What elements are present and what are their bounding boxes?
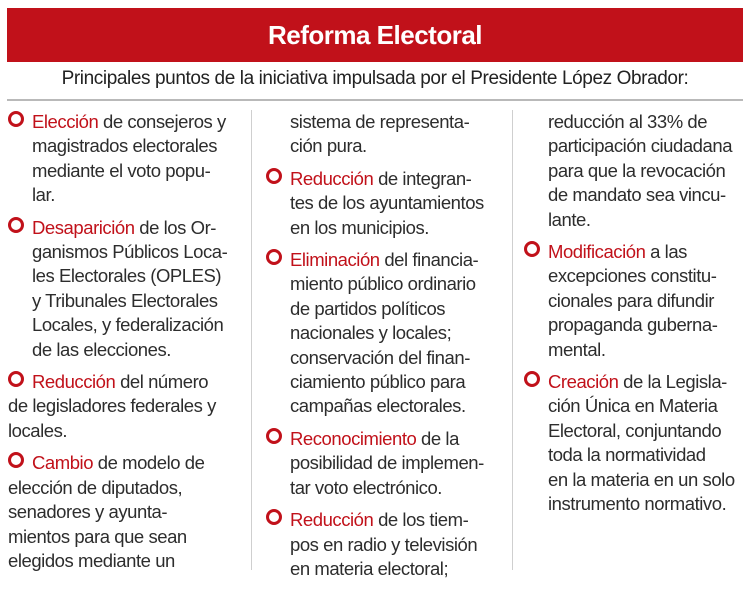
text-line: mientos para que sean: [8, 525, 187, 547]
list-item: [524, 370, 748, 516]
item-keyword: Creación: [548, 371, 619, 393]
bullet-icon: [266, 249, 282, 265]
text-line: Electoral, conjuntando: [548, 419, 722, 441]
item-text: de integran-: [373, 167, 472, 189]
text-line: mediante el voto popu-: [32, 159, 211, 181]
item-keyword: Reducción: [290, 509, 374, 531]
list-item: [266, 167, 502, 240]
text-line: participación ciudadana: [548, 135, 733, 157]
text-line: de las elecciones.: [32, 338, 171, 360]
text-line: instrumento normativo.: [548, 493, 727, 515]
page-subtitle: Principales puntos de la iniciativa impulsada por el Presidente López Obrador:: [61, 68, 689, 89]
item-text: del número: [115, 371, 209, 393]
text-line: les Electorales (OPLES): [32, 265, 222, 287]
text-line: elegidos mediante un: [8, 549, 175, 571]
item-first-line: [266, 248, 502, 272]
text-line: ganismos Públicos Loca-: [32, 241, 228, 263]
text-line: en los municipios.: [290, 216, 429, 238]
page-title: Reforma Electoral: [267, 19, 483, 50]
list-item: [266, 427, 502, 500]
text-line: tar voto electrónico.: [290, 476, 442, 498]
text-line: miento público ordinario: [290, 273, 476, 295]
column-3: [524, 110, 748, 525]
text-line: campañas electorales.: [290, 395, 466, 417]
text-line: cionales para difundir: [548, 289, 714, 311]
list-item: [8, 451, 243, 573]
text-line: pos en radio y televisión: [290, 533, 478, 555]
bullet-icon: [8, 111, 24, 127]
bullet-icon: [8, 371, 24, 387]
item-first-line: [266, 427, 502, 451]
bullet-icon: [266, 428, 282, 444]
text-line: lante.: [548, 208, 591, 230]
text-line: ciamiento público para: [290, 371, 466, 393]
text-line: mental.: [548, 338, 606, 360]
text-line: excepciones constitu-: [548, 265, 717, 287]
list-item: [266, 248, 502, 419]
item-text: a las: [645, 241, 687, 263]
item-text: de la: [416, 427, 459, 449]
text-line: locales.: [8, 419, 68, 441]
item-keyword: Reconocimiento: [290, 427, 417, 449]
item-first-line: [266, 167, 502, 191]
continued-text: [524, 110, 748, 232]
list-item: [524, 240, 748, 362]
item-first-line: [8, 110, 243, 134]
text-line: toda la normatividad: [548, 444, 706, 466]
text-line: propaganda guberna-: [548, 314, 718, 336]
item-keyword: Cambio: [32, 452, 94, 474]
item-text: de consejeros y: [98, 111, 226, 132]
item-first-line: [524, 240, 748, 264]
text-line: lar.: [32, 184, 55, 206]
column-divider: [512, 110, 513, 570]
text-line: y Tribunales Electorales: [32, 289, 218, 311]
item-keyword: Desaparición: [32, 216, 135, 238]
text-line: elección de diputados,: [8, 476, 183, 498]
item-first-line: [524, 370, 748, 394]
text-line: reducción al 33% de: [548, 111, 708, 132]
bullet-icon: [524, 371, 540, 387]
bullet-icon: [266, 509, 282, 525]
item-keyword: Eliminación: [290, 249, 380, 271]
text-line: posibilidad de implemen-: [290, 452, 484, 474]
continued-text: [266, 110, 502, 159]
item-text: del financia-: [379, 249, 479, 271]
text-line: para que la revocación: [548, 159, 726, 181]
list-item: [8, 216, 243, 362]
text-line: conservación del finan-: [290, 346, 470, 368]
text-line: sistema de representa-: [290, 111, 470, 132]
text-line: senadores y ayunta-: [8, 501, 168, 523]
text-line: de mandato sea vincu-: [548, 184, 726, 206]
list-item: [266, 508, 502, 581]
item-first-line: [8, 451, 243, 475]
text-line: de partidos políticos: [290, 297, 446, 319]
item-text: de la Legisla-: [618, 371, 727, 393]
text-line: nacionales y locales;: [290, 322, 452, 344]
item-text: de los Or-: [134, 216, 216, 238]
item-keyword: Reducción: [32, 371, 116, 393]
text-line: ción pura.: [290, 135, 367, 157]
item-text: de modelo de: [93, 452, 205, 474]
column-2: [266, 110, 502, 589]
bullet-icon: [524, 241, 540, 257]
item-keyword: Elección: [32, 111, 99, 132]
item-first-line: [8, 216, 243, 240]
text-line: en materia electoral;: [290, 557, 449, 579]
column-divider: [251, 110, 252, 570]
subtitle-rule: [7, 99, 743, 101]
item-keyword: Modificación: [548, 241, 646, 263]
item-first-line: [266, 508, 502, 532]
item-keyword: Reducción: [290, 167, 374, 189]
text-line: tes de los ayuntamientos: [290, 192, 484, 214]
text-line: de legisladores federales y: [8, 395, 216, 417]
text-line: magistrados electorales: [32, 135, 218, 157]
text-line: Locales, y federalización: [32, 314, 224, 336]
text-line: ción Única en Materia: [548, 395, 718, 417]
item-first-line: [8, 370, 243, 394]
column-1: [8, 110, 243, 581]
text-line: en la materia en un solo: [548, 468, 735, 490]
list-item: [8, 110, 243, 208]
item-text: de los tiem-: [373, 509, 469, 531]
title-banner: [7, 8, 743, 62]
bullet-icon: [8, 217, 24, 233]
bullet-icon: [266, 168, 282, 184]
list-item: [8, 370, 243, 443]
bullet-icon: [8, 452, 24, 468]
